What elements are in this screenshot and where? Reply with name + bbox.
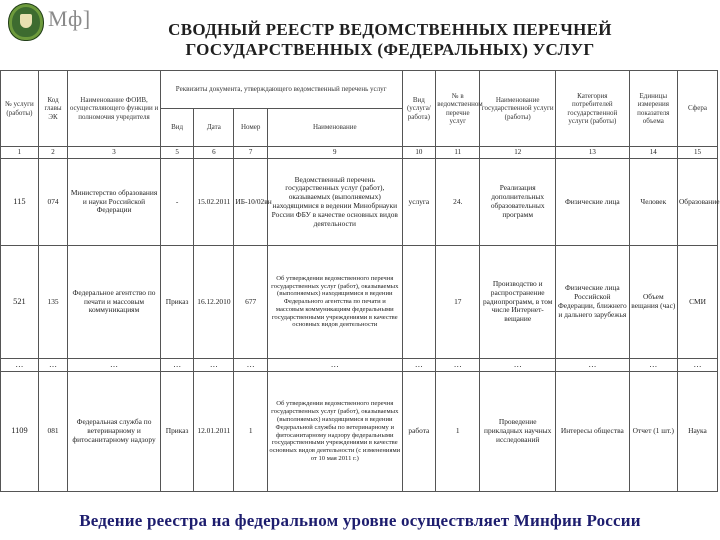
slide-title	[110, 20, 670, 60]
ellipsis-cell: …	[194, 359, 234, 372]
table-row	[1, 372, 718, 492]
cell-units: Человек	[629, 159, 677, 246]
brand-logo-text: Мф]	[48, 6, 91, 31]
col-header-list-no: № в ведомственном перечне услуг	[436, 71, 480, 147]
col-header-type: Вид (услуга/работа)	[402, 71, 436, 147]
ellipsis-cell: …	[68, 359, 161, 372]
col-header-doc-number: Номер	[234, 109, 268, 147]
cell-sphere: СМИ	[677, 246, 717, 359]
cell-founder: Федеральная служба по ветеринарному и фитосанитарному надзору	[68, 372, 161, 492]
column-number: 3	[68, 147, 161, 159]
column-number: 10	[402, 147, 436, 159]
ellipsis-cell: …	[268, 359, 403, 372]
cell-type: услуга	[402, 159, 436, 246]
cell-doc-number: ИБ-10/02вн	[234, 159, 268, 246]
cell-chapter-code: 135	[38, 246, 67, 359]
cell-doc-date: 15.02.2011	[194, 159, 234, 246]
cell-doc-kind: Приказ	[160, 372, 194, 492]
col-header-consumers: Категория потребителей государственной услуги (работы)	[556, 71, 630, 147]
cell-founder: Федеральное агентство по печати и массовым коммуникациям	[68, 246, 161, 359]
registry-document-image	[0, 70, 720, 506]
column-number: 5	[160, 147, 194, 159]
cell-service-no: 115	[1, 159, 39, 246]
table-row	[1, 159, 718, 246]
col-header-founder: Наименование ФОИВ, осуществляющего функции и полномочия учредителя	[68, 71, 161, 147]
col-header-service-name: Наименование государственной услуги (работы)	[480, 71, 556, 147]
col-header-doc-name: Наименование	[268, 109, 403, 147]
cell-type	[402, 246, 436, 359]
cell-sphere: Образование	[677, 159, 717, 246]
ellipsis-cell: …	[629, 359, 677, 372]
ellipsis-cell: …	[234, 359, 268, 372]
cell-units: Отчет (1 шт.)	[629, 372, 677, 492]
ellipsis-cell: …	[480, 359, 556, 372]
cell-doc-kind: Приказ	[160, 246, 194, 359]
title-line-1: СВОДНЫЙ РЕЕСТР ВЕДОМСТВЕННЫХ ПЕРЕЧНЕЙ	[168, 20, 612, 39]
header-row-top	[1, 71, 718, 109]
registry-table	[0, 70, 718, 492]
ellipsis-cell: …	[38, 359, 67, 372]
title-line-2: ГОСУДАРСТВЕННЫХ (ФЕДЕРАЛЬНЫХ) УСЛУГ	[185, 40, 595, 59]
column-number: 7	[234, 147, 268, 159]
ellipsis-cell: …	[1, 359, 39, 372]
cell-chapter-code: 074	[38, 159, 67, 246]
cell-doc-name: Ведомственный перечень государственных услуг (работ), оказываемых (выполняемых) находящимися в ведении Минобрнауки России ФБУ в качестве основных видов деятельности	[268, 159, 403, 246]
ellipsis-cell: …	[556, 359, 630, 372]
ellipsis-cell: …	[402, 359, 436, 372]
ellipsis-row	[1, 359, 718, 372]
col-header-document-group: Реквизиты документа, утверждающего ведомственный перечень услуг	[160, 71, 402, 109]
col-header-sphere: Сфера	[677, 71, 717, 147]
cell-consumers: Физические лица Российской Федерации, ближнего и дальнего зарубежья	[556, 246, 630, 359]
ellipsis-cell: …	[160, 359, 194, 372]
column-number: 11	[436, 147, 480, 159]
cell-doc-date: 12.01.2011	[194, 372, 234, 492]
slide-header	[0, 0, 720, 66]
column-number: 6	[194, 147, 234, 159]
cell-consumers: Физические лица	[556, 159, 630, 246]
cell-list-no: 24.	[436, 159, 480, 246]
column-number: 2	[38, 147, 67, 159]
table-row	[1, 246, 718, 359]
col-header-units: Единицы измерения показателя объема	[629, 71, 677, 147]
cell-doc-name: Об утверждении ведомственного перечня государственных услуг (работ), оказываемых (выполняемых) находящимися в ведении Федеральной службы по ветеринарному и фитосанитарному надзору федеральными государственными учреждениями в качестве основных видов деятельности (с изменениями от 10 мая 2011 г.)	[268, 372, 403, 492]
cell-doc-kind: -	[160, 159, 194, 246]
col-header-chapter-code: Код главы ЭК	[38, 71, 67, 147]
cell-founder: Министерство образования и науки Российской Федерации	[68, 159, 161, 246]
cell-chapter-code: 081	[38, 372, 67, 492]
col-header-service-no: № услуги (работы)	[1, 71, 39, 147]
cell-units: Объем вещания (час)	[629, 246, 677, 359]
cell-list-no: 1	[436, 372, 480, 492]
ellipsis-cell: …	[436, 359, 480, 372]
column-number: 14	[629, 147, 677, 159]
cell-doc-date: 16.12.2010	[194, 246, 234, 359]
col-header-doc-date: Дата	[194, 109, 234, 147]
cell-service-no: 1109	[1, 372, 39, 492]
column-number: 13	[556, 147, 630, 159]
cell-service-name: Проведение прикладных научных исследований	[480, 372, 556, 492]
ministry-emblem-icon	[8, 3, 44, 41]
ellipsis-cell: …	[677, 359, 717, 372]
column-number: 1	[1, 147, 39, 159]
cell-doc-name: Об утверждении ведомственного перечня государственных услуг (работ), оказываемых (выполняемых) находящимися в ведении Федерального агентства по печати и массовым коммуникациям федеральными государственными учреждениями в качестве основных видов деятельности	[268, 246, 403, 359]
footer-caption: Ведение реестра на федеральном уровне осуществляет Минфин России	[79, 511, 641, 530]
column-number: 12	[480, 147, 556, 159]
cell-sphere: Наука	[677, 372, 717, 492]
cell-type: работа	[402, 372, 436, 492]
cell-doc-number: 1	[234, 372, 268, 492]
cell-service-name: Производство и распространение радиопрограмм, в том числе Интернет-вещание	[480, 246, 556, 359]
col-header-doc-kind: Вид	[160, 109, 194, 147]
column-number-row	[1, 147, 718, 159]
column-number: 9	[268, 147, 403, 159]
cell-doc-number: 677	[234, 246, 268, 359]
cell-consumers: Интересы общества	[556, 372, 630, 492]
cell-service-name: Реализация дополнительных образовательных программ	[480, 159, 556, 246]
column-number: 15	[677, 147, 717, 159]
cell-list-no: 17	[436, 246, 480, 359]
cell-service-no: 521	[1, 246, 39, 359]
